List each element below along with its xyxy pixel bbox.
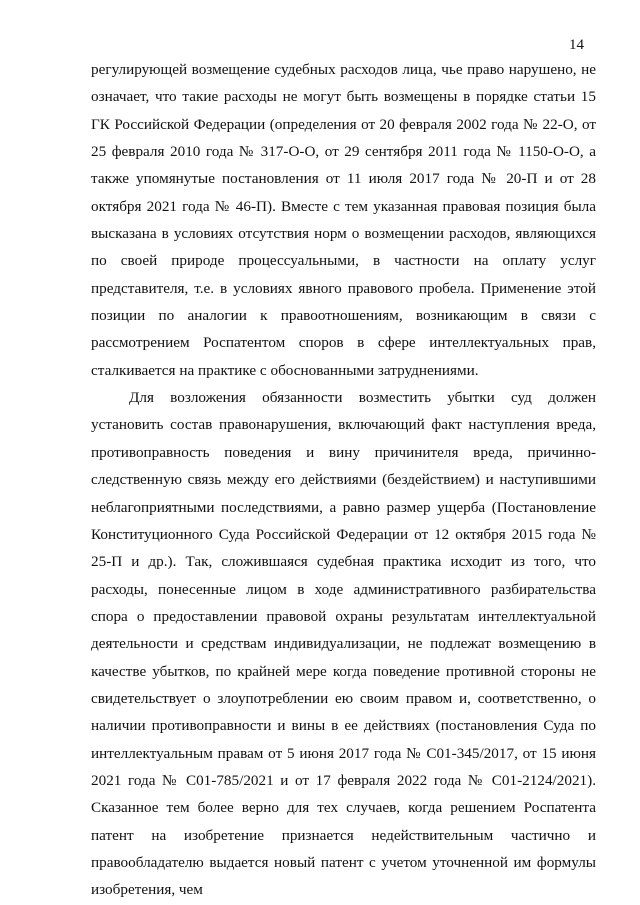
page-number: 14 <box>569 37 584 53</box>
paragraph-continued: регулирующей возмещение судебных расходов лица, чье право нарушено, не означает, что такие расходы не могут быть возмещены в порядке статьи 15 ГК Российской Федерации (определения от 20 февраля 2002 года № 22-О, от 25 февраля 2010 года № 317-О-О, от 29 сентября 2011 года № 1150-О-О, а также упомянутые постановления от 11 июля 2017 года № 20-П и от 28 октября 2021 года № 46-П). Вместе с тем указанная правовая позиция была высказана в условиях отсутствия норм о возмещении расходов, являющихся по своей природе процессуальными, в частности на оплату услуг представителя, т.е. в условиях явного правового пробела. Применение этой позиции по аналогии к правоотношениям, возникающим в связи с рассмотрением Роспатентом споров в сфере интеллектуальных прав, сталкивается на практике с обоснованными затруднениями. <box>91 61 596 379</box>
paragraph: Для возложения обязанности возместить убытки суд должен установить состав правонарушения, включающий факт наступления вреда, противоправность поведения и вину причинителя вреда, причинно-следственную связь между его действиями (бездействием) и наступившими неблагоприятными последствиями, а равно размер ущерба (Постановление Конституционного Суда Российской Федерации от 12 октября 2015 года № 25-П и др.). Так, сложившаяся судебная практика исходит из того, что расходы, понесенные лицом в ходе административного разбирательства спора о предоставлении правовой охраны результатам интеллектуальной деятельности и средствам индивидуализации, не подлежат возмещению в качестве убытков, по крайней мере когда поведение противной стороны не свидетельствует о злоупотреблении ею своим правом и, соответственно, о наличии противоправности и вины в ее действиях (постановления Суда по интеллектуальным правам от 5 июня 2017 года № С01-345/2017, от 15 июня 2021 года № С01-785/2021 и от 17 февраля 2022 года № С01-2124/2021). Сказанное тем более верно для тех случаев, когда решением Роспатента патент на изобретение признается недействительным частично и правообладателю выдается новый патент с учетом уточненной им формулы изобретения, чем <box>91 389 596 899</box>
document-body <box>91 56 596 904</box>
